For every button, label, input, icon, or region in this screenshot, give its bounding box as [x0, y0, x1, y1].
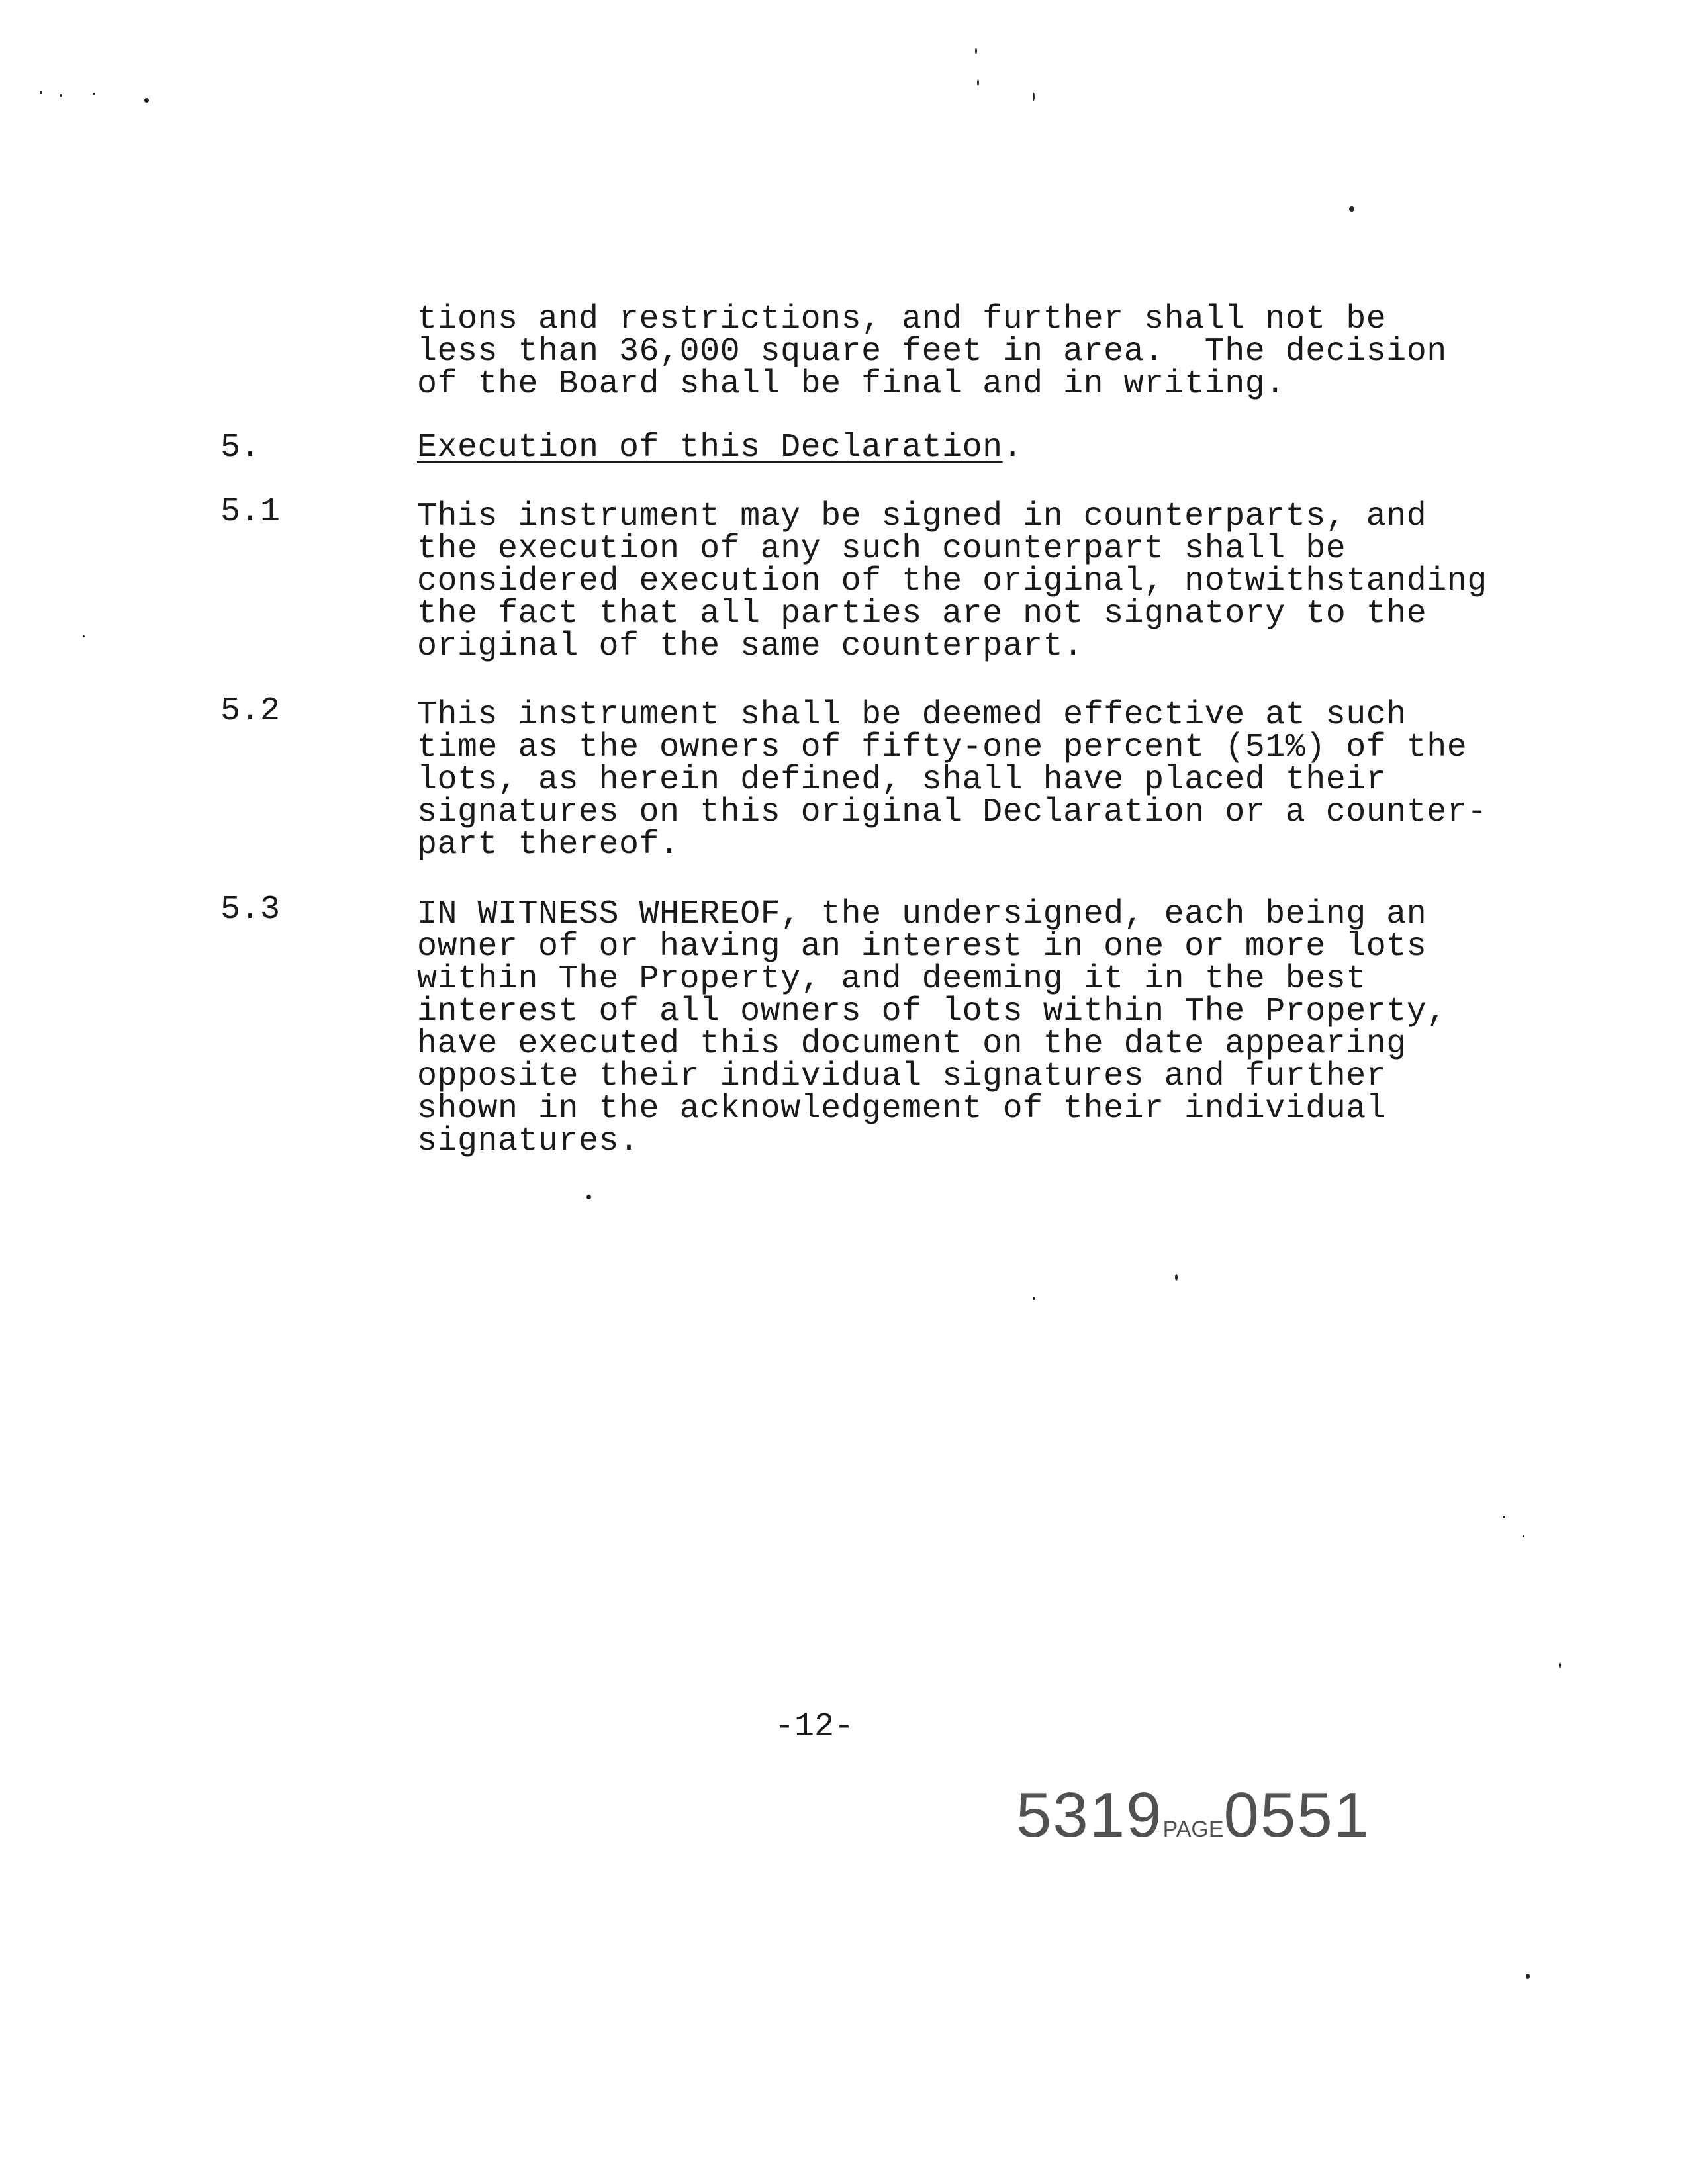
- scan-speck: [1559, 1662, 1561, 1668]
- section-5-1-number: 5.1: [220, 493, 281, 531]
- section-5-heading-period: .: [1002, 429, 1023, 467]
- scan-speck: [586, 1195, 591, 1199]
- continuation-line-3: of the Board shall be final and in writing.: [417, 365, 1286, 403]
- section-5-heading: Execution of this Declaration: [417, 429, 1003, 467]
- stamp-page-number: 0551: [1223, 1780, 1371, 1850]
- section-5-2-line-3: lots, as herein defined, shall have placed their: [417, 761, 1387, 799]
- section-5-2-line-2: time as the owners of fifty-one percent (51%) of the: [417, 729, 1468, 766]
- section-5-1-line-1: This instrument may be signed in counterparts, and: [417, 498, 1427, 535]
- scan-speck: [93, 93, 95, 95]
- scan-speck: [40, 91, 42, 94]
- scan-speck: [1526, 1974, 1530, 1979]
- section-5-1-line-3: considered execution of the original, notwithstanding: [417, 563, 1487, 600]
- section-5-3-number: 5.3: [220, 891, 281, 929]
- scan-speck: [83, 635, 85, 637]
- section-5-heading-row: [417, 429, 1023, 467]
- scan-speck: [144, 98, 149, 103]
- section-5-1-line-4: the fact that all parties are not signatory to the: [417, 595, 1427, 633]
- scan-speck: [1503, 1516, 1505, 1518]
- page-number: -12-: [774, 1708, 855, 1746]
- section-5-3-line-5: have executed this document on the date appearing: [417, 1025, 1407, 1063]
- section-5-2-line-1: This instrument shall be deemed effective at such: [417, 696, 1407, 734]
- section-5-3-line-6: opposite their individual signatures and further: [417, 1058, 1387, 1095]
- section-5-number: 5.: [220, 429, 261, 467]
- stamp-page-label: PAGE: [1162, 1817, 1224, 1842]
- scan-speck: [977, 79, 979, 86]
- stamp-book-number: 5319: [1016, 1780, 1163, 1850]
- section-5-3-line-7: shown in the acknowledgement of their individual: [417, 1090, 1387, 1128]
- scan-speck: [1033, 93, 1035, 101]
- recording-stamp: [1016, 1780, 1371, 1861]
- scan-speck: [1523, 1535, 1524, 1537]
- section-5-1-line-2: the execution of any such counterpart shall be: [417, 530, 1346, 568]
- continuation-line-1: tions and restrictions, and further shall not be: [417, 300, 1387, 338]
- section-5-3-line-3: within The Property, and deeming it in the best: [417, 960, 1366, 998]
- section-5-3-line-8: signatures.: [417, 1122, 639, 1160]
- section-5-2-number: 5.2: [220, 692, 281, 730]
- section-5-3-line-4: interest of all owners of lots within The Property,: [417, 993, 1447, 1030]
- scan-speck: [1349, 206, 1354, 212]
- continuation-line-2: less than 36,000 square feet in area. The decision: [417, 333, 1447, 371]
- section-5-3-line-1: IN WITNESS WHEREOF, the undersigned, each being an: [417, 895, 1427, 933]
- scan-speck: [1033, 1297, 1035, 1300]
- section-5-2-line-4: signatures on this original Declaration or a counter-: [417, 794, 1487, 831]
- section-5-3-line-2: owner of or having an interest in one or more lots: [417, 928, 1427, 966]
- scan-speck: [60, 94, 62, 97]
- scan-speck: [975, 48, 977, 54]
- scan-speck: [1175, 1274, 1178, 1281]
- section-5-2-line-5: part thereof.: [417, 826, 680, 864]
- section-5-1-line-5: original of the same counterpart.: [417, 627, 1084, 665]
